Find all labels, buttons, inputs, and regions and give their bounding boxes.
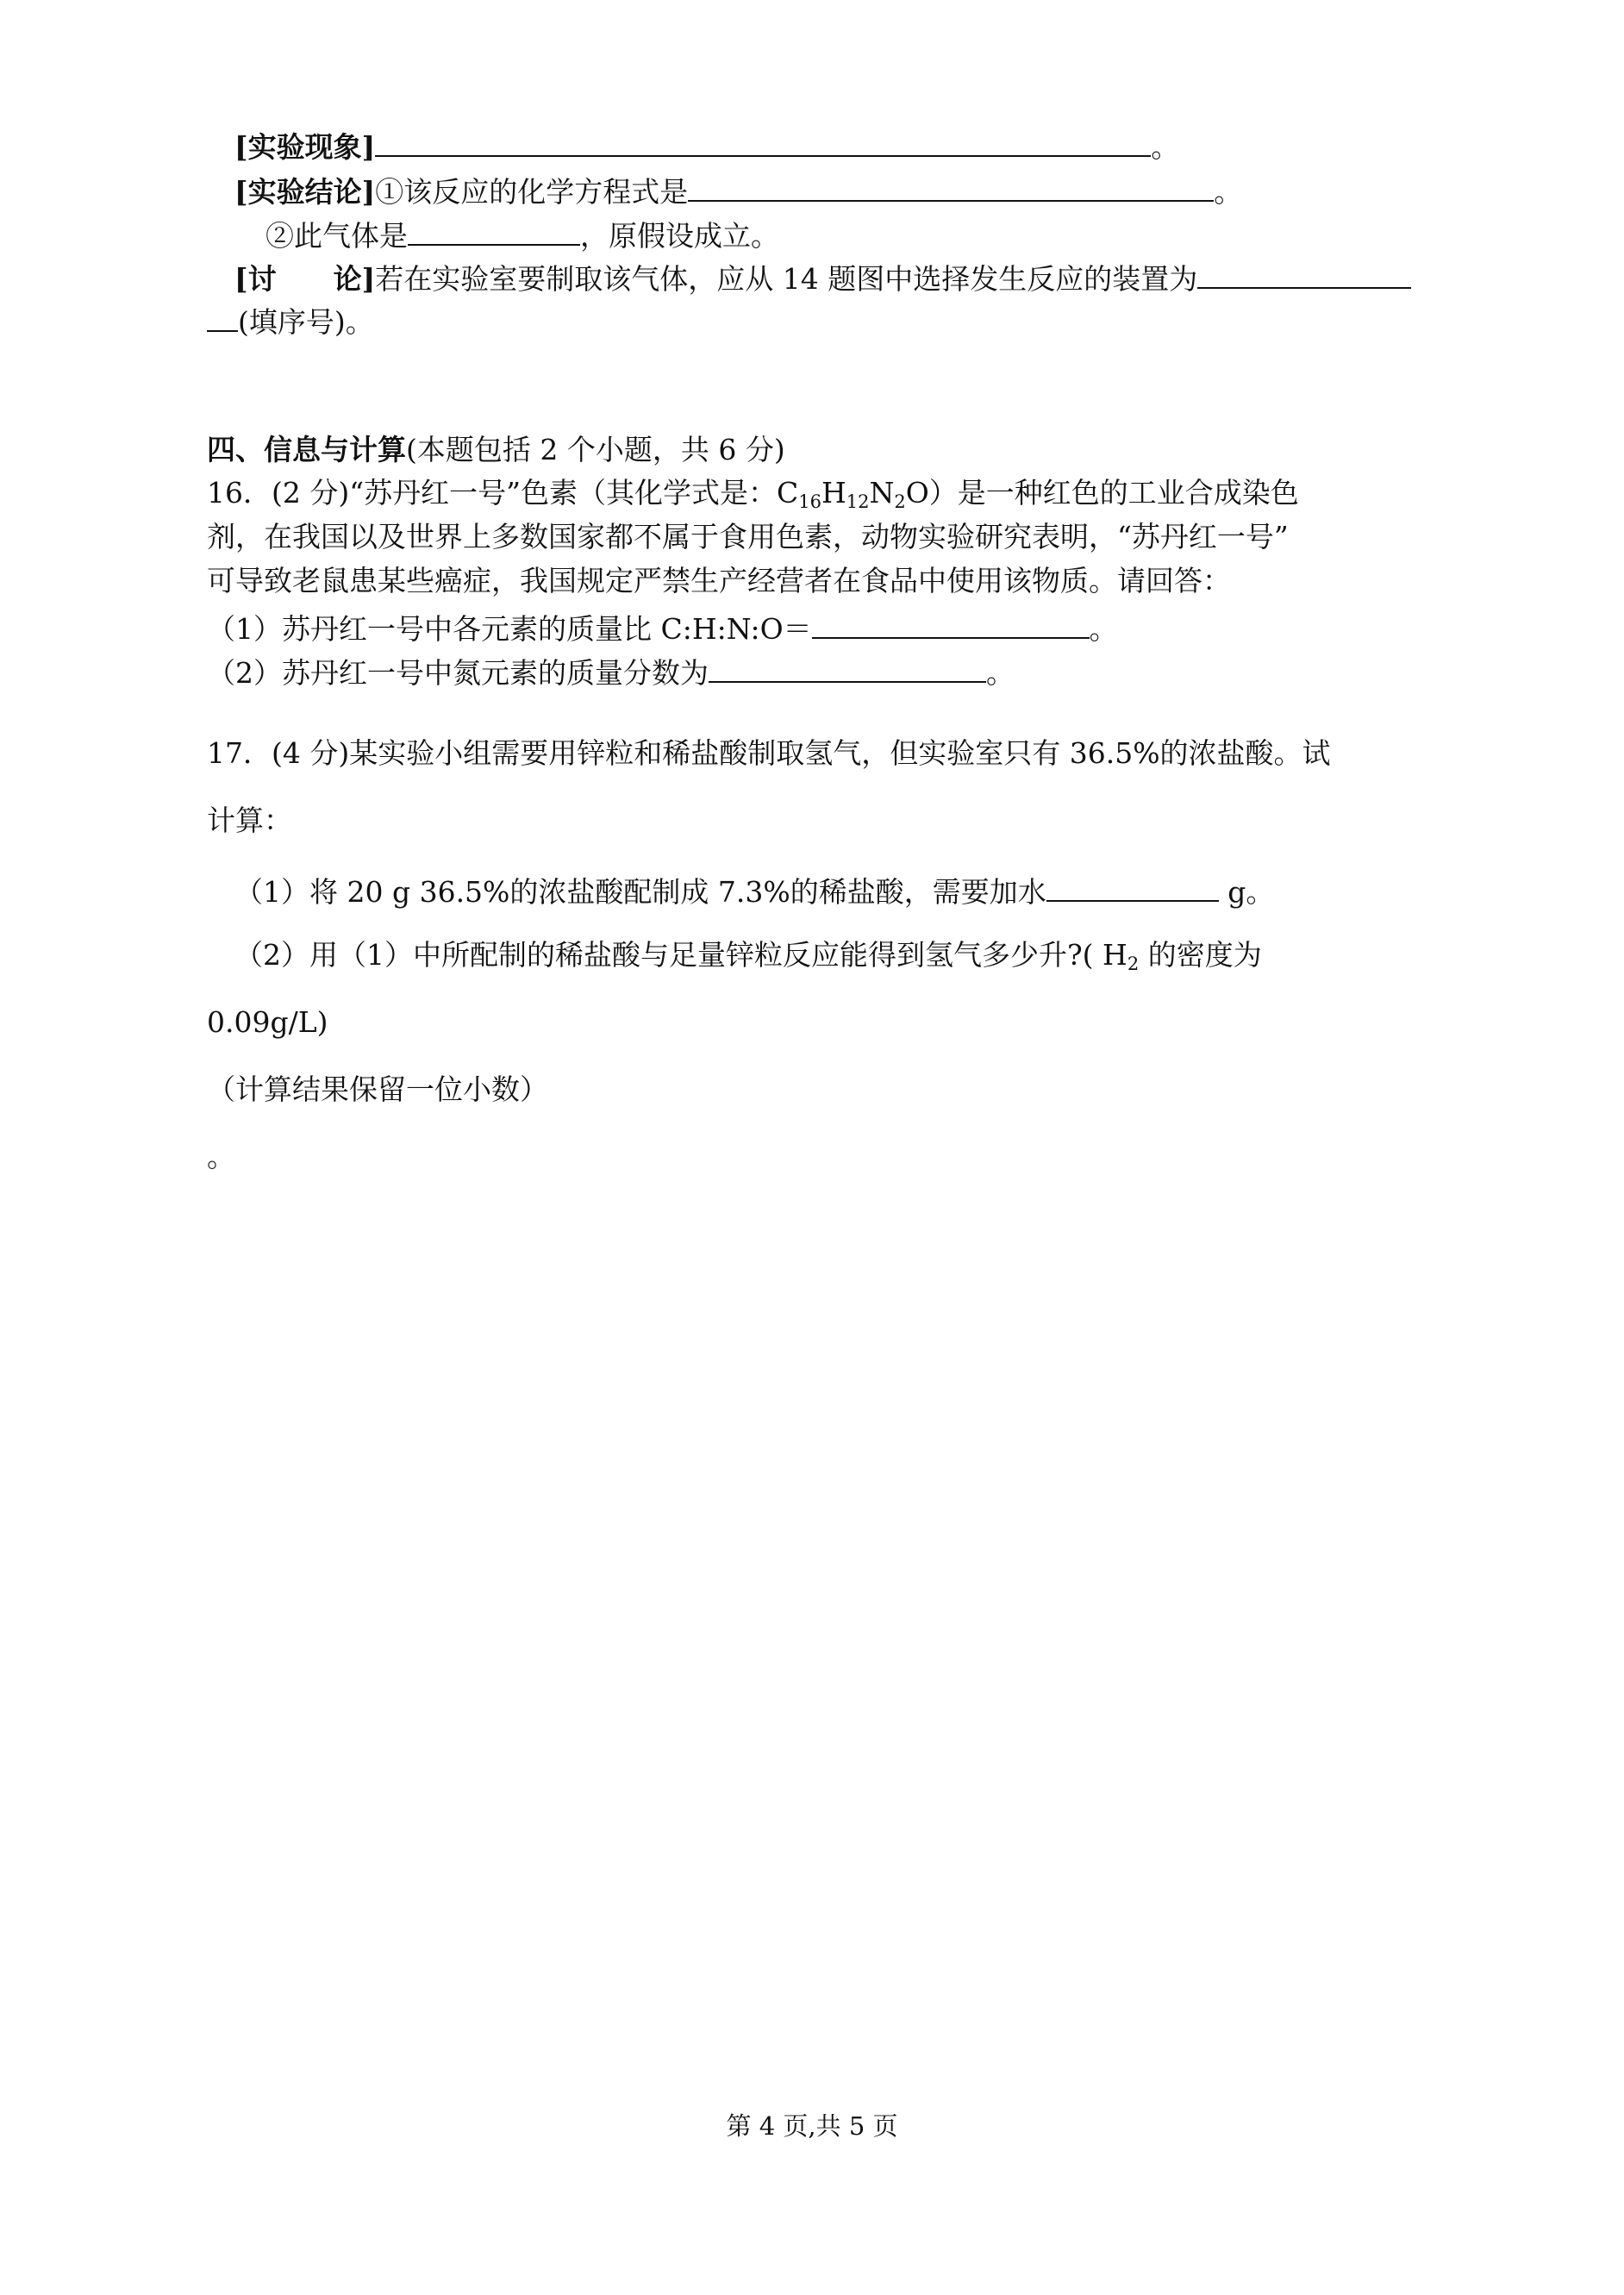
discussion-label: [讨 论] (234, 262, 376, 296)
section-4-heading (207, 431, 785, 469)
answer-blank-gas[interactable] (408, 213, 580, 246)
subscript: 12 (846, 491, 870, 512)
period: 。 (1089, 612, 1118, 646)
q16-line-1 (207, 474, 1299, 512)
q16-sub-1-text: （1）苏丹红一号中各元素的质量比 C:H:N:O＝ (207, 612, 812, 646)
subscript: 2 (894, 491, 906, 512)
section-4-note: (本题包括 2 个小题，共 6 分) (406, 433, 785, 466)
discussion-text: 若在实验室要制取该气体，应从 14 题图中选择发生反应的装置为 (375, 262, 1198, 296)
q16-sub-1 (207, 606, 1118, 648)
q17-line-2: 计算： (207, 804, 292, 837)
discussion-line-2 (207, 299, 374, 341)
experiment-phenomenon-label: [实验现象] (234, 130, 376, 164)
q17-sub-1-text: （1）将 20 g 36.5%的浓盐酸配制成 7.3%的稀盐酸，需要加水 (234, 875, 1046, 909)
answer-blank-apparatus-cont[interactable] (207, 299, 238, 332)
gas-identity-line (265, 213, 779, 255)
gas-identity-text: ②此气体是 (265, 219, 408, 253)
fill-number-text: (填序号)。 (238, 305, 374, 339)
experiment-phenomenon-line (234, 124, 1179, 166)
element-symbol: N (869, 476, 895, 510)
page-footer: 第 4 页,共 5 页 (726, 2111, 898, 2141)
q17-rounding-note: （计算结果保留一位小数） (207, 1072, 548, 1106)
q17-sub-2 (234, 936, 1262, 974)
q16-sub-2 (207, 650, 1015, 692)
experiment-conclusion-label: [实验结论] (234, 175, 376, 209)
subscript: 16 (798, 491, 821, 512)
period: 。 (1214, 175, 1243, 209)
q17-sub-2-text: （2）用（1）中所配制的稀盐酸与足量锌粒反应能得到氢气多少升?( H (234, 938, 1127, 972)
unit-g: g。 (1218, 875, 1275, 909)
q17-sub-1 (234, 869, 1274, 911)
q17-trailing-period: 。 (207, 1140, 235, 1173)
answer-blank-phenomenon[interactable] (375, 124, 1151, 157)
discussion-line (234, 256, 1411, 298)
gas-identity-after: ，原假设成立。 (580, 219, 779, 253)
q16-line-2: 剂，在我国以及世界上多数国家都不属于食用色素，动物实验研究表明，“苏丹红一号” (207, 520, 1289, 553)
subscript: 2 (1127, 954, 1140, 974)
answer-blank-mass-fraction[interactable] (709, 650, 986, 683)
answer-blank-apparatus[interactable] (1197, 256, 1411, 289)
answer-blank-water-mass[interactable] (1046, 869, 1219, 902)
period: 。 (1151, 130, 1180, 164)
q16-text-a: 16．(2 分)“苏丹红一号”色素（其化学式是：C (207, 476, 799, 510)
q16-text-b: O）是一种红色的工业合成染色 (905, 476, 1299, 510)
section-4-title: 四、信息与计算 (207, 433, 406, 466)
q17-line-1: 17．(4 分)某实验小组需要用锌粒和稀盐酸制取氢气，但实验室只有 36.5%的浓盐酸。试 (207, 736, 1331, 770)
answer-blank-mass-ratio[interactable] (812, 606, 1090, 639)
experiment-conclusion-line (234, 169, 1242, 211)
element-symbol: H (821, 476, 846, 510)
q16-sub-2-text: （2）苏丹红一号中氮元素的质量分数为 (207, 656, 709, 690)
answer-blank-equation[interactable] (688, 169, 1214, 202)
q16-line-3: 可导致老鼠患某些癌症，我国规定严禁生产经营者在食品中使用该物质。请回答： (207, 564, 1231, 597)
q17-sub-2-text-b: 的密度为 (1139, 938, 1262, 972)
conclusion-text: ①该反应的化学方程式是 (375, 175, 689, 209)
q17-density: 0.09g/L) (207, 1005, 328, 1039)
period: 。 (986, 656, 1015, 690)
